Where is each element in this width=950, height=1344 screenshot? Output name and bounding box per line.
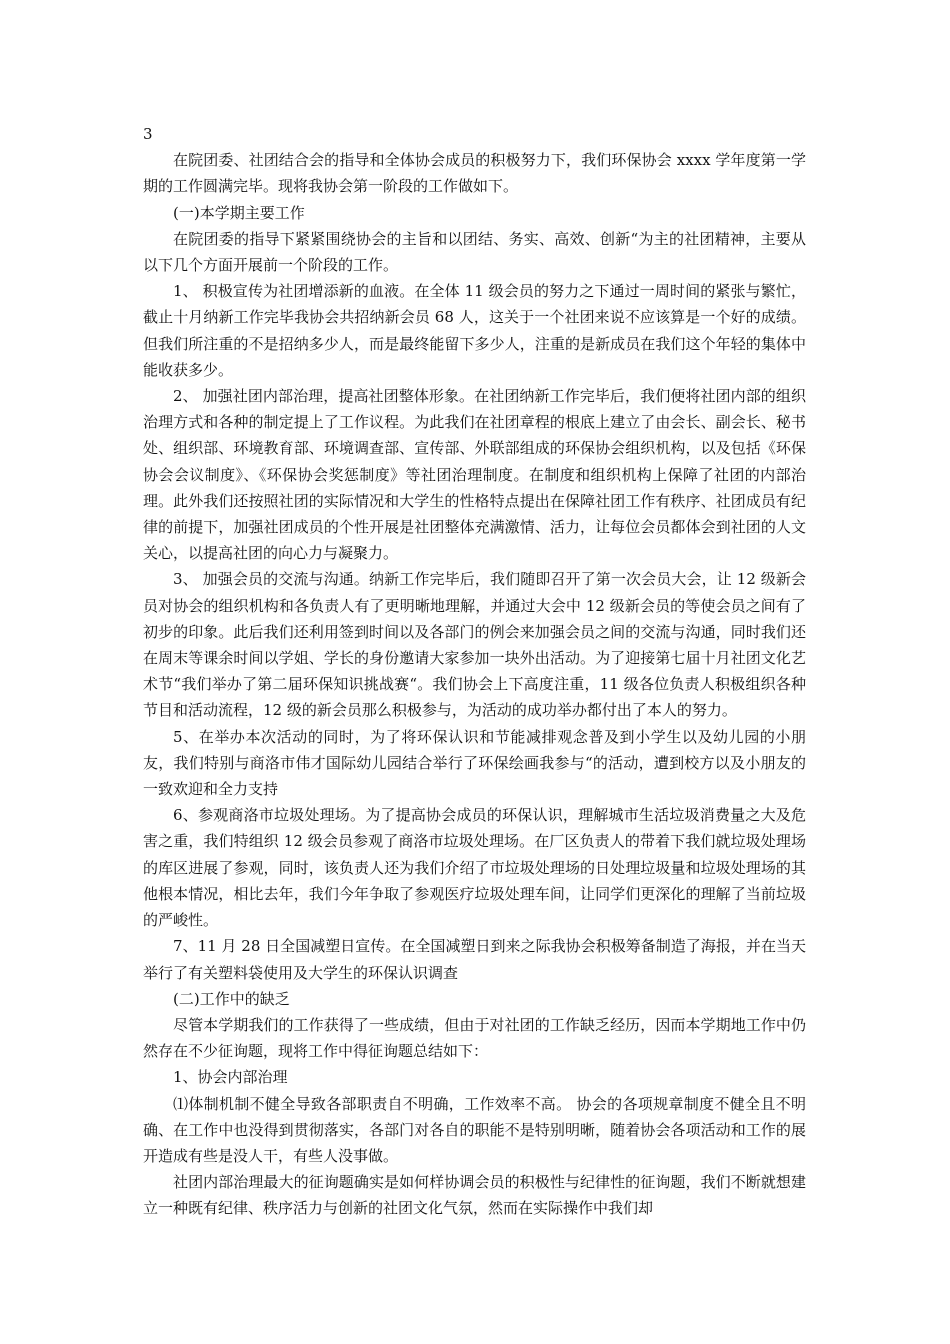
paragraph: 6、参观商洛市垃圾处理场。为了提高协会成员的环保认识，理解城市生活垃圾消费量之大及危害之重，我们特组织 12 级会员参观了商洛市垃圾处理场。在厂区负责人的带着下我们就垃圾处理场的库区进展了参观，同时，该负责人还为我们介绍了市垃圾处理场的日处理垃圾量和垃圾处理场的其他根本情况，相比去年，我们今年争取了参观医疗垃圾处理车间，让同学们更深化的理解了当前垃圾的严峻性。 — [143, 806, 806, 930]
document-page — [143, 121, 806, 1222]
subheading-internal-management: 1、协会内部治理 — [173, 1068, 288, 1087]
paragraph: 社团内部治理最大的征询题确实是如何样协调会员的积极性与纪律性的征询题，我们不断就想建立一种既有纪律、秩序活力与创新的社团文化气氛，然而在实际操作中我们却 — [143, 1173, 806, 1218]
paragraph: 在院团委的指导下紧紧围绕协会的主旨和以团结、务实、高效、创新“为主的社团精神，主要从以下几个方面开展前一个阶段的工作。 — [143, 229, 806, 275]
section-heading-main-work: (一)本学期主要工作 — [173, 203, 305, 222]
paragraph: 5、在举办本次活动的同时，为了将环保认识和节能减排观念普及到小学生以及幼儿园的小朋友，我们特别与商洛市伟才国际幼儿园结合举行了环保绘画我参与“的活动，遭到校方以及小朋友的一致欢迎和全力支持 — [143, 727, 806, 799]
paragraph: ⑴体制机制不健全导致各部职责自不明确，工作效率不高。 协会的各项规章制度不健全且不明确、在工作中也没得到贯彻落实，各部门对各自的职能不是特别明晰，随着协会各项活动和工作的展开造成有些是没人干，有些人没事做。 — [143, 1094, 806, 1165]
paragraph: 1、 积极宣传为社团增添新的血液。在全体 11 级会员的努力之下通过一周时间的紧张与繁忙，截止十月纳新工作完毕我协会共招纳新会员 68 人，这关于一个社团来说不应该算是一个好的成绩。但我们所注重的不是招纳多少人，而是最终能留下多少人，注重的是新成员在我们这个年轻的集体中能收获多少。 — [143, 282, 806, 379]
paragraph: 7、11 月 28 日全国减塑日宣传。在全国减塑日到来之际我协会积极筹备制造了海报，并在当天举行了有关塑料袋使用及大学生的环保认识调查 — [143, 937, 806, 982]
intro-paragraph: 在院团委、社团结合会的指导和全体协会成员的积极努力下，我们环保协会 xxxx 学年度第一学期的工作圆满完毕。现将我协会第一阶段的工作做如下。 — [143, 151, 806, 196]
page-number: 3 — [143, 125, 153, 143]
section-heading-shortcomings: (二)工作中的缺乏 — [173, 989, 290, 1008]
paragraph: 3、 加强会员的交流与沟通。纳新工作完毕后，我们随即召开了第一次会员大会，让 12 级新会员对协会的组织机构和各负责人有了更明晰地理解，并通过大会中 12 级新会员的等使会员之间有了初步的印象。此后我们还利用签到时间以及各部门的例会来加强会员之间的交流与沟通，同时我们还在周末等课余时间以学姐、学长的身份邀请大家参加一块外出活动。为了迎接第七届十月社团文化艺术节“我们举办了第二届环保知识挑战赛“。我们协会上下高度注重，11 级各位负责人积极组织各种节目和活动流程，12 级的新会员那么积极参与，为活动的成功举办都付出了本人的努力。 — [143, 570, 806, 720]
paragraph: 2、 加强社团内部治理，提高社团整体形象。在社团纳新工作完毕后，我们便将社团内部的组织治理方式和各种的制定提上了工作议程。为此我们在社团章程的根底上建立了由会长、副会长、秘书处、组织部、环境教育部、环境调查部、宣传部、外联部组成的环保协会组织机构，以及包括《环保协会会议制度》、《环保协会奖惩制度》等社团治理制度。在制度和组织机构上保障了社团的内部治理。此外我们还按照社团的实际情况和大学生的性格特点提出在保障社团工作有秩序、社团成员有纪律的前提下，加强社团成员的个性开展是社团整体充满激情、活力，让每位会员都体会到社团的人文关心，以提高社团的向心力与凝聚力。 — [143, 387, 806, 563]
paragraph: 尽管本学期我们的工作获得了一些成绩，但由于对社团的工作缺乏经历，因而本学期地工作中仍然存在不少征询题，现将工作中得征询题总结如下： — [143, 1015, 806, 1061]
